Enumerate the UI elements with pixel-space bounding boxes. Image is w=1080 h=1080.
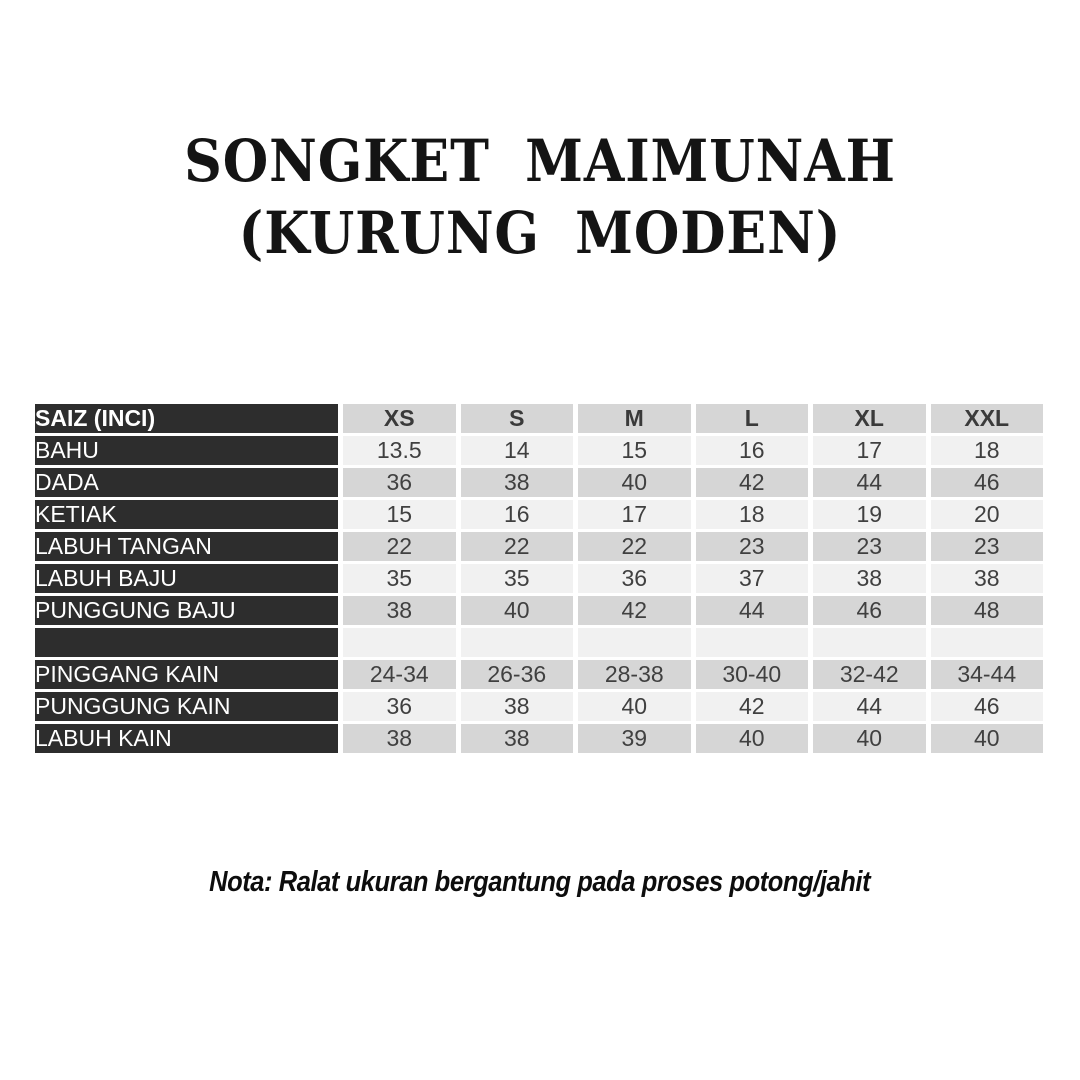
size-value-cell: 38 xyxy=(461,468,574,497)
page-title xyxy=(54,126,1026,270)
size-value-cell: 23 xyxy=(931,532,1044,561)
row-label-cell: LABUH TANGAN xyxy=(35,532,338,561)
size-value-cell: 23 xyxy=(813,532,926,561)
size-value-cell: 48 xyxy=(931,596,1044,625)
size-value-cell: 22 xyxy=(578,532,691,561)
size-value-cell: 30-40 xyxy=(696,660,809,689)
size-value-cell: 46 xyxy=(813,596,926,625)
size-table-body xyxy=(35,404,1043,753)
size-value-cell: 22 xyxy=(461,532,574,561)
size-value-cell: 15 xyxy=(578,436,691,465)
size-value-cell: 40 xyxy=(931,724,1044,753)
size-value-cell xyxy=(931,628,1044,657)
size-value-cell: 42 xyxy=(696,692,809,721)
table-row xyxy=(35,564,1043,593)
size-value-cell: 44 xyxy=(696,596,809,625)
table-row xyxy=(35,660,1043,689)
size-value-cell: 40 xyxy=(813,724,926,753)
size-value-cell: 37 xyxy=(696,564,809,593)
size-value-cell xyxy=(578,628,691,657)
size-value-cell xyxy=(696,628,809,657)
size-value-cell: 46 xyxy=(931,468,1044,497)
size-value-cell: 39 xyxy=(578,724,691,753)
table-row xyxy=(35,596,1043,625)
size-value-cell: 46 xyxy=(931,692,1044,721)
size-value-cell: 24-34 xyxy=(343,660,456,689)
size-column-header: S xyxy=(461,404,574,433)
size-value-cell: 15 xyxy=(343,500,456,529)
size-value-cell: 38 xyxy=(343,596,456,625)
size-value-cell: 40 xyxy=(461,596,574,625)
size-value-cell xyxy=(813,628,926,657)
row-label-cell: PINGGANG KAIN xyxy=(35,660,338,689)
size-value-cell: 42 xyxy=(696,468,809,497)
size-value-cell: 22 xyxy=(343,532,456,561)
size-value-cell: 44 xyxy=(813,692,926,721)
size-value-cell: 32-42 xyxy=(813,660,926,689)
size-value-cell: 14 xyxy=(461,436,574,465)
size-column-header: XXL xyxy=(931,404,1044,433)
size-value-cell: 34-44 xyxy=(931,660,1044,689)
size-table xyxy=(30,401,1048,756)
size-value-cell: 38 xyxy=(931,564,1044,593)
size-value-cell: 38 xyxy=(343,724,456,753)
size-value-cell: 38 xyxy=(461,724,574,753)
row-label-cell: PUNGGUNG BAJU xyxy=(35,596,338,625)
page-title-line2: (KURUNG MODEN) xyxy=(238,198,842,267)
row-label-cell: LABUH BAJU xyxy=(35,564,338,593)
size-value-cell: 40 xyxy=(578,468,691,497)
table-row xyxy=(35,724,1043,753)
row-label-cell: DADA xyxy=(35,468,338,497)
size-value-cell: 44 xyxy=(813,468,926,497)
size-value-cell xyxy=(461,628,574,657)
size-column-header: XS xyxy=(343,404,456,433)
size-value-cell: 18 xyxy=(696,500,809,529)
row-label-cell xyxy=(35,628,338,657)
size-value-cell: 16 xyxy=(461,500,574,529)
size-value-cell: 20 xyxy=(931,500,1044,529)
size-value-cell: 38 xyxy=(813,564,926,593)
size-value-cell: 36 xyxy=(343,468,456,497)
page-title-line1: SONGKET MAIMUNAH xyxy=(184,127,896,195)
table-row xyxy=(35,436,1043,465)
row-label-cell: KETIAK xyxy=(35,500,338,529)
size-value-cell: 13.5 xyxy=(343,436,456,465)
size-column-header: L xyxy=(696,404,809,433)
row-label-cell: LABUH KAIN xyxy=(35,724,338,753)
size-value-cell: 17 xyxy=(578,500,691,529)
table-row xyxy=(35,468,1043,497)
size-table-header-row xyxy=(35,404,1043,433)
units-label-cell: SAIZ (INCI) xyxy=(35,404,338,433)
size-value-cell: 17 xyxy=(813,436,926,465)
size-value-cell: 36 xyxy=(578,564,691,593)
size-column-header: M xyxy=(578,404,691,433)
size-value-cell: 42 xyxy=(578,596,691,625)
row-label-cell: PUNGGUNG KAIN xyxy=(35,692,338,721)
size-value-cell: 40 xyxy=(578,692,691,721)
table-row xyxy=(35,532,1043,561)
note xyxy=(0,866,1080,899)
size-value-cell: 18 xyxy=(931,436,1044,465)
size-value-cell: 26-36 xyxy=(461,660,574,689)
size-value-cell: 19 xyxy=(813,500,926,529)
row-label-cell: BAHU xyxy=(35,436,338,465)
size-value-cell: 23 xyxy=(696,532,809,561)
size-value-cell: 16 xyxy=(696,436,809,465)
table-row xyxy=(35,500,1043,529)
note-text: Nota: Ralat ukuran bergantung pada proses potong/jahit xyxy=(209,866,871,898)
table-row-spacer xyxy=(35,628,1043,657)
size-column-header: XL xyxy=(813,404,926,433)
size-value-cell: 35 xyxy=(343,564,456,593)
size-value-cell: 28-38 xyxy=(578,660,691,689)
size-value-cell: 35 xyxy=(461,564,574,593)
size-value-cell: 38 xyxy=(461,692,574,721)
size-value-cell: 36 xyxy=(343,692,456,721)
size-value-cell xyxy=(343,628,456,657)
size-value-cell: 40 xyxy=(696,724,809,753)
table-row xyxy=(35,692,1043,721)
